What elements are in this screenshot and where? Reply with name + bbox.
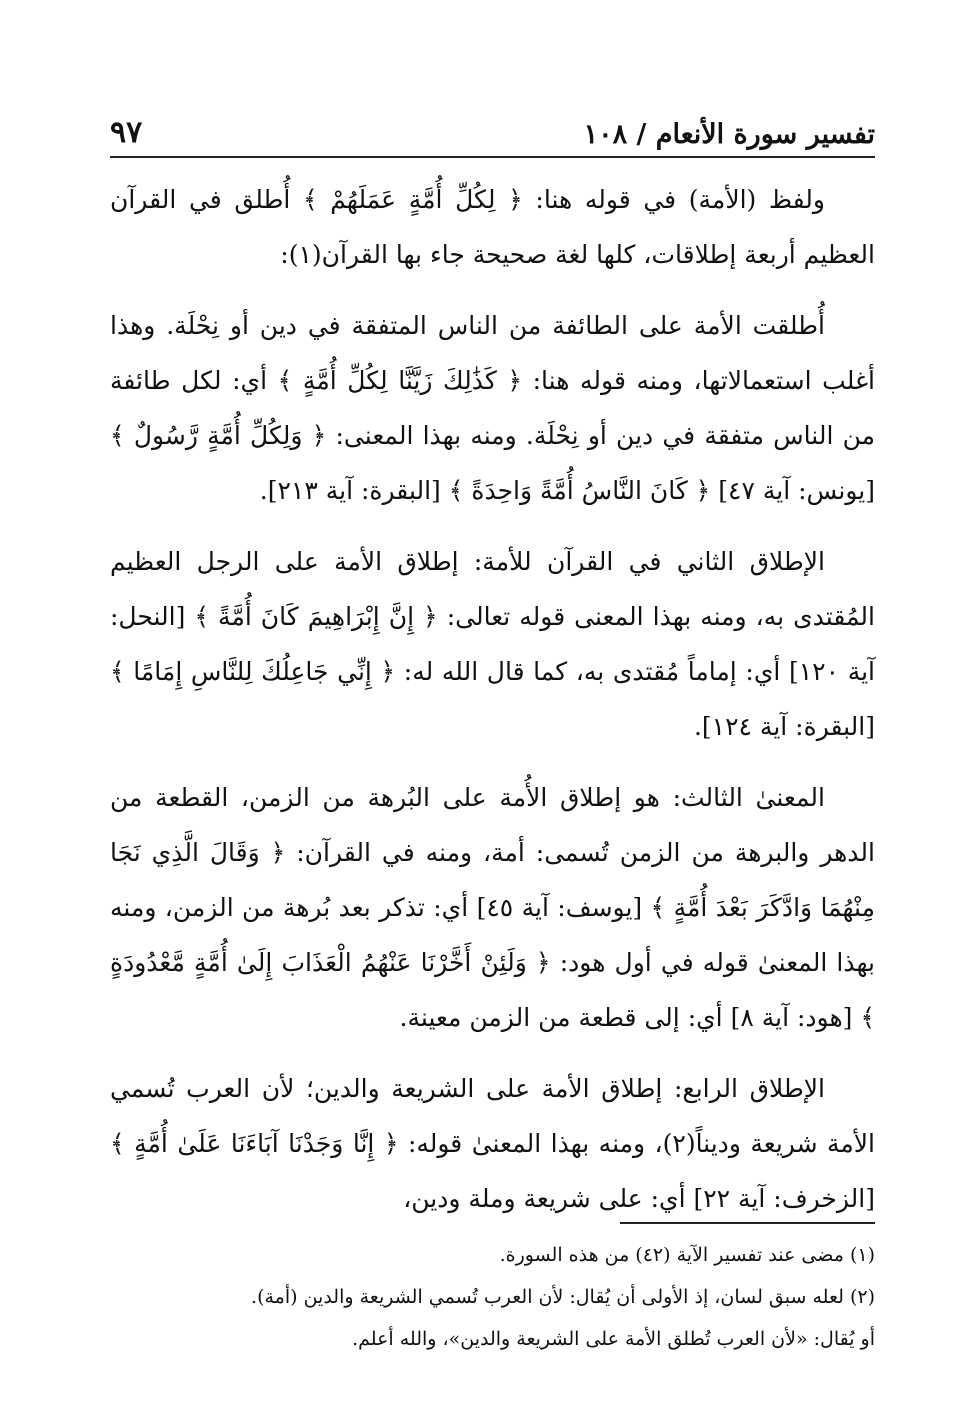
running-title: تفسير سورة الأنعام / ١٠٨ (583, 119, 875, 150)
paragraph-second-meaning: الإطلاق الثاني في القرآن للأمة: إطلاق الأمة على الرجل العظيم المُقتدى به، ومنه بهذا المعنى قوله تعالى: ﴿ إِنَّ إِبْرَاهِيمَ كَانَ أُمَّةً ﴾ [النحل: آية ١٢٠] أي: إماماً مُقتدى به، كما قال الله له: ﴿ إِنِّي جَاعِلُكَ لِلنَّاسِ إِمَامًا ﴾ [البقرة: آية ١٢٤]. (110, 547, 876, 741)
page-number: ٩٧ (110, 115, 143, 150)
page-header (110, 104, 875, 158)
footnotes (110, 1234, 875, 1360)
footnote-2-continued: أو يُقال: «لأن العرب تُطلق الأمة على الشريعة والدين»، والله أعلم. (352, 1328, 875, 1350)
paragraph-fourth-meaning: الإطلاق الرابع: إطلاق الأمة على الشريعة والدين؛ لأن العرب تُسمي الأمة شريعة وديناً(٢)، ومنه بهذا المعنىٰ قوله: ﴿ إِنَّا وَجَدْنَا آبَاءَنَا عَلَىٰ أُمَّةٍ ﴾ [الزخرف: آية ٢٢] أي: على شريعة وملة ودين، (110, 1074, 875, 1213)
footnote-2: (٢) لعله سبق لسان، إذ الأولى أن يُقال: لأن العرب تُسمي الشريعة والدين (أمة). (251, 1286, 875, 1308)
main-text (110, 172, 875, 1226)
footnote-1: (١) مضى عند تفسير الآية (٤٢) من هذه السورة. (499, 1244, 875, 1266)
footnote-separator (620, 1222, 875, 1224)
paragraph-first-meaning: أُطلقت الأمة على الطائفة من الناس المتفقة في دين أو نِحْلَة. وهذا أغلب استعمالاتها، ومنه قوله هنا: ﴿ كَذَٰلِكَ زَيَّنَّا لِكُلِّ أُمَّةٍ ﴾ أي: لكل طائفة من الناس متفقة في دين أو نِحْلَة. ومنه بهذا المعنى: ﴿ وَلِكُلِّ أُمَّةٍ رَّسُولٌ ﴾ [يونس: آية ٤٧] ﴿ كَانَ النَّاسُ أُمَّةً وَاحِدَةً ﴾ [البقرة: آية ٢١٣]. (110, 311, 875, 505)
paragraph-third-meaning: المعنىٰ الثالث: هو إطلاق الأُمة على البُرهة من الزمن، القطعة من الدهر والبرهة من الزمن تُسمى: أمة، ومنه في القرآن: ﴿ وَقَالَ الَّذِي نَجَا مِنْهُمَا وَادَّكَرَ بَعْدَ أُمَّةٍ ﴾ [يوسف: آية ٤٥] أي: تذكر بعد بُرهة من الزمن، ومنه بهذا المعنىٰ قوله في أول هود: ﴿ وَلَئِنْ أَخَّرْنَا عَنْهُمُ الْعَذَابَ إِلَىٰ أُمَّةٍ مَّعْدُودَةٍ ﴾ [هود: آية ٨] أي: إلى قطعة من الزمن معينة. (110, 783, 875, 1032)
paragraph-intro: ولفظ (الأمة) في قوله هنا: ﴿ لِكُلِّ أُمَّةٍ عَمَلَهُمْ ﴾ أُطلق في القرآن العظيم أربعة إطلاقات، كلها لغة صحيحة جاء بها القرآن(١): (110, 185, 875, 269)
